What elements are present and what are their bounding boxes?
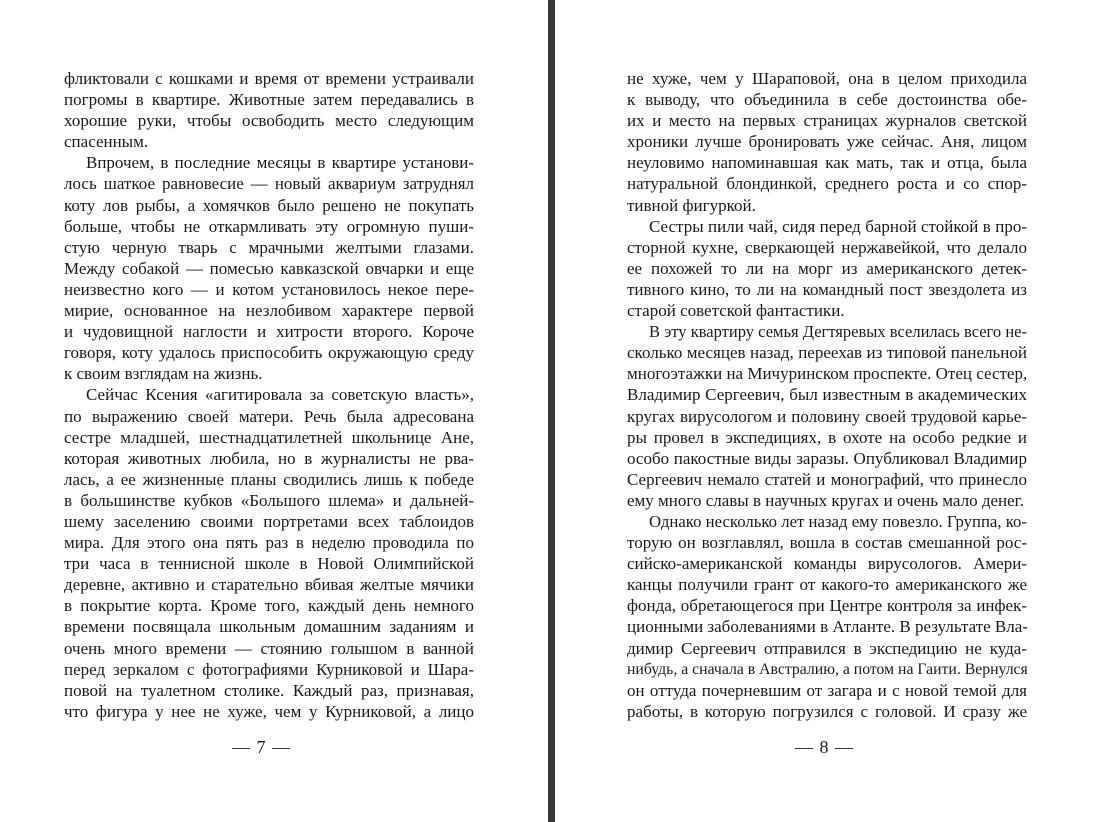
text-line: многоэтажки на Мичуринском проспекте. Отец сестер, [627,364,1028,384]
text-line: сестре младшей, шестнадцатилетней школьнице Ане, [64,427,474,447]
text-line: ры провел в экспедициях, в охоте на особо редкие и [627,427,1027,447]
text-line: мирие, основанное на незлобивом характере первой [64,301,474,321]
text-line: времени посвящала школьным домашним заданиям и [64,617,474,637]
right-page-number: — 8 — [795,737,854,757]
text-line: лась, а ее жизненные планы сводились лишь к победе [64,469,474,489]
text-line: очень много времени — стоянию голышом в ванной [64,638,474,658]
text-line: ционными заболеваниями в Атланте. В результате Вла- [627,617,1028,637]
text-line: хорошие руки, чтобы освободить место следующим [64,111,474,131]
text-line: что фигура у нее не хуже, чем у Курниковой, а лицо [64,701,474,721]
text-line: ее похожей то ли на морг из американского детек- [627,258,1027,278]
text-line: которая животных любила, но в журналисты не рва- [64,448,474,468]
text-line: к выводу, что объединила в себе достоинства обе- [627,90,1027,110]
text-line: погромы в квартире. Животные затем передавались в [64,90,474,110]
text-line: торую он возглавлял, вошла в состав смешанной рос- [627,533,1027,553]
right-page-text [627,68,1027,722]
text-line: говоря, коту удалось приспособить окружающую среду [64,343,474,363]
text-line: Сергеевич немало статей и монографий, что принесло [627,469,1027,489]
text-line: натуральной блондинкой, среднего роста и со спор- [627,174,1027,194]
text-line: фонда, обретающегося при Центре контроля за инфек- [627,596,1027,616]
text-line: стую черную тварь с мрачными желтыми глазами. [64,237,474,257]
text-line: лось шаткое равновесие — новый аквариум затруднял [64,174,474,194]
text-line: повой на туалетном столике. Каждый раз, признавая, [64,680,474,700]
text-line: тивной фигуркой. [627,195,756,215]
text-line: Сестры пили чай, сидя перед барной стойкой в про- [649,216,1027,236]
text-line: спасенным. [64,132,149,152]
text-line: неуловимо напоминавшая как мать, так и отца, была [627,153,1027,173]
text-line: к своим взглядам на жизнь. [64,364,263,384]
text-line: димир Сергеевич отправился в экспедицию не куда- [627,638,1027,658]
text-line: старой советской фантастики. [627,301,845,321]
text-line: Сейчас Ксения «агитировала за советскую власть», [86,385,474,405]
text-line: фликтовали с кошками и время от времени устраивали [64,69,474,88]
text-line: их и место на первых страницах журналов светской [627,111,1027,131]
text-line: В эту квартиру семья Дегтяревых вселилась всего не- [649,322,1027,342]
text-line: неизвестно кого — и котом установилось некое пере- [64,279,474,299]
text-line: Между собакой — помесью кавказской овчарки и еще [64,258,474,278]
text-line: три часа в теннисной школе в Новой Олимпийской [64,554,474,574]
right-page [555,0,1102,822]
text-line: в большинстве кубков «Большого шлема» и дальней- [64,490,474,510]
text-line: коту лов рыбы, а хомячков было решено не покупать [64,195,474,215]
text-line: не хуже, чем у Шараповой, она в целом приходила [627,69,1027,88]
left-page-text [64,68,474,722]
text-line: по выражению своей матери. Речь была адресована [64,406,474,426]
text-line: перед зеркалом с фотографиями Курниковой и Шара- [64,659,474,679]
text-line: деревне, активно и старательно вбивая желтые мячики [64,575,474,595]
text-line: Впрочем, в последние месяцы в квартире установи- [86,153,474,173]
text-line: тивного кино, то ли на командный пост звездолета из [627,279,1027,299]
text-line: канцы получили грант от какого-то американского же [627,575,1027,595]
text-line: работы, в которую погрузился с головой. И сразу же [627,701,1027,721]
text-line: больше, чтобы не откармливать эту огромную пуши- [64,216,474,236]
text-line: сторной кухне, сверкающей нержавейкой, что делало [627,237,1027,257]
text-line: кругах вирусологом и половину своей трудовой карье- [627,406,1027,426]
text-line: хроники лучше бронировать уже сейчас. Аня, лицом [627,132,1027,152]
text-line: сийско-американской команды вирусологов. Амери- [627,554,1027,574]
text-line: ему много славы в научных кругах и очень мало денег. [627,490,1024,510]
book-spine [548,0,555,822]
text-line: он оттуда почерневшим от загара и с новой темой для [627,680,1027,700]
text-line: шему заселению своими портретами всех таблоидов [64,511,474,531]
text-line: сколько месяцев назад, переехав из типовой панельной [627,343,1027,363]
left-page [0,0,548,822]
text-line: особо пакостные виды заразы. Опубликовал Владимир [627,448,1027,468]
text-line: Владимир Сергеевич, был известным в академических [627,385,1027,405]
text-line: в покрытие корта. Кроме того, каждый день немного [64,596,474,616]
left-page-number: — 7 — [232,737,291,757]
text-line: мира. Для этого она пять раз в неделю проводила по [64,533,474,553]
text-line: Однако несколько лет назад ему повезло. Группа, ко- [649,511,1027,531]
text-line: нибудь, а сначала в Австралию, а потом на Гаити. Вернулся [627,660,1028,678]
text-line: и чудовищной наглости и хитрости второго. Короче [64,322,474,342]
